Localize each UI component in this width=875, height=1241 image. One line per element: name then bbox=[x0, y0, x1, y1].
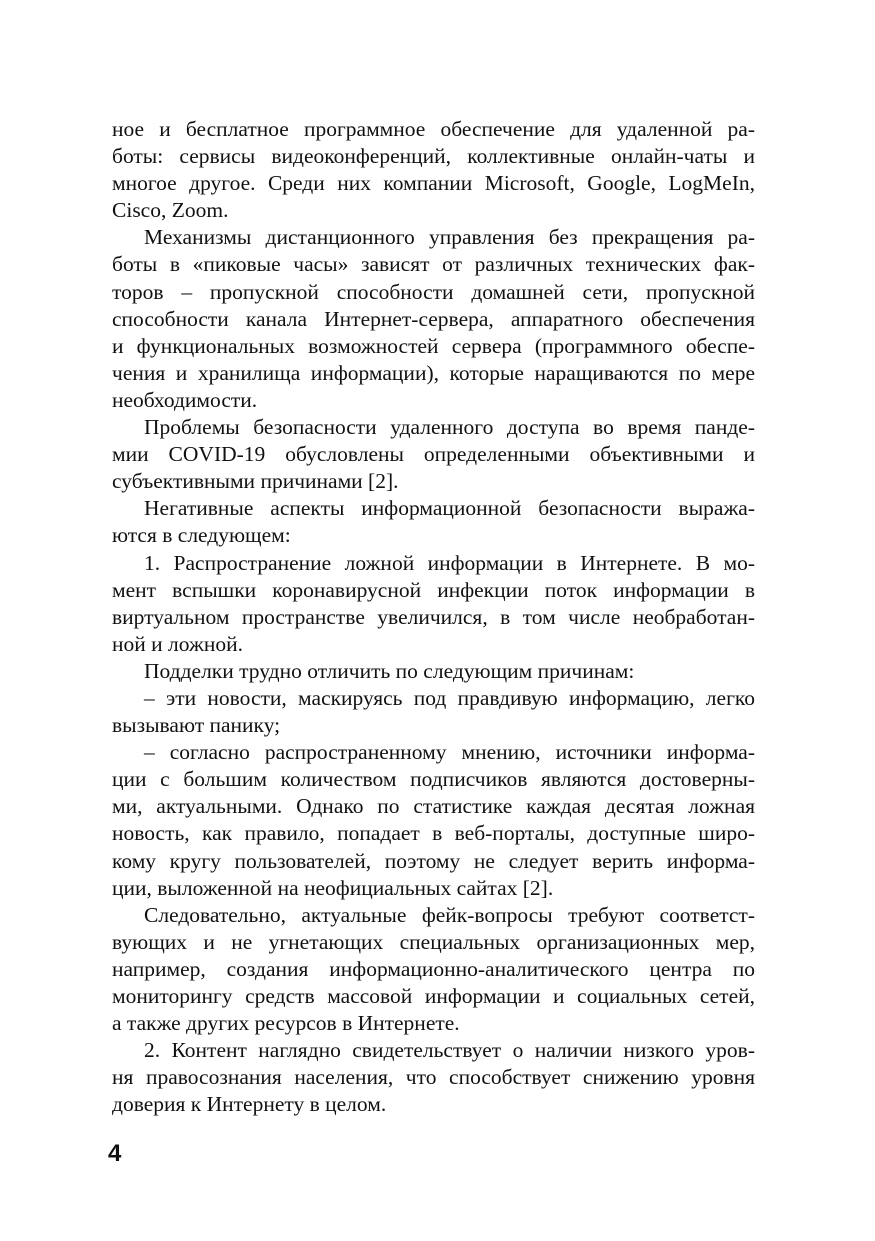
text-line: мониторингу средств массовой информации и социальных сетей, bbox=[112, 984, 755, 1008]
text-line: необходимости. bbox=[112, 387, 258, 412]
text-line: Подделки трудно отличить по следующим причинам: bbox=[144, 658, 635, 683]
text-line: вызывают панику; bbox=[112, 713, 281, 738]
text-line: Проблемы безопасности удаленного доступа во время панде- bbox=[144, 415, 755, 440]
text-line: торов – пропускной способности домашней сети, пропускной bbox=[112, 279, 755, 304]
text-line: Негативные аспекты информационной безопасности выража- bbox=[144, 496, 755, 521]
text-line: – эти новости, маскируясь под правдивую информацию, легко bbox=[144, 685, 755, 710]
text-line: ное и бесплатное программное обеспечение для удаленной ра- bbox=[112, 117, 755, 141]
page-number: 4 bbox=[108, 1140, 122, 1167]
paragraph bbox=[112, 902, 755, 1037]
text-line: многое другое. Среди них компании Microsoft, Google, LogMeIn, bbox=[112, 171, 755, 196]
text-line: 2. Контент наглядно свидетельствует о наличии низкого уров- bbox=[144, 1038, 755, 1063]
text-line: боты в «пиковые часы» зависят от различных технических фак- bbox=[112, 252, 755, 277]
text-line: новость, как правило, попадает в веб-порталы, доступные широ- bbox=[112, 821, 755, 846]
text-line: и функциональных возможностей сервера (программного обеспе- bbox=[112, 333, 755, 358]
text-line: ной и ложной. bbox=[112, 631, 243, 656]
text-line: субъективными причинами [2]. bbox=[112, 469, 399, 494]
text-line: например, создания информационно-аналитического центра по bbox=[112, 956, 755, 981]
text-line: способности канала Интернет-сервера, аппаратного обеспечения bbox=[112, 306, 755, 331]
text-line: боты: сервисы видеоконференций, коллективные онлайн-чаты и bbox=[112, 144, 755, 169]
text-line: виртуальном пространстве увеличился, в том числе необработан- bbox=[112, 604, 755, 629]
text-line: мент вспышки коронавирусной инфекции поток информации в bbox=[112, 577, 755, 602]
text-line: Cisco, Zoom. bbox=[112, 198, 229, 223]
paragraph bbox=[112, 224, 755, 414]
text-line: а также других ресурсов в Интернете. bbox=[112, 1011, 460, 1036]
text-line: ются в следующем: bbox=[112, 523, 291, 548]
paragraph bbox=[112, 414, 755, 495]
paragraph bbox=[112, 658, 755, 685]
text-line: 1. Распространение ложной информации в Интернете. В мо- bbox=[144, 550, 755, 575]
text-line: Механизмы дистанционного управления без прекращения ра- bbox=[144, 225, 755, 250]
paragraph bbox=[112, 116, 755, 224]
text-line: – согласно распространенному мнению, источники информа- bbox=[144, 740, 755, 765]
text-line: ми, актуальными. Однако по статистике каждая десятая ложная bbox=[112, 794, 755, 819]
text-line: доверия к Интернету в целом. bbox=[112, 1092, 387, 1117]
text-line: кому кругу пользователей, поэтому не следует верить информа- bbox=[112, 848, 755, 873]
paragraph bbox=[112, 685, 755, 739]
text-line: вующих и не угнетающих специальных организационных мер, bbox=[112, 929, 755, 954]
text-line: Следовательно, актуальные фейк-вопросы требуют соответст- bbox=[144, 902, 755, 927]
paragraph bbox=[112, 1037, 755, 1118]
text-line: ня правосознания населения, что способствует снижению уровня bbox=[112, 1065, 755, 1090]
paragraph bbox=[112, 739, 755, 902]
text-line: мии COVID-19 обусловлены определенными объективными и bbox=[112, 442, 755, 467]
text-line: чения и хранилища информации), которые наращиваются по мере bbox=[112, 360, 755, 385]
text-line: ции, выложенной на неофициальных сайтах [2]. bbox=[112, 875, 554, 900]
paragraph bbox=[112, 495, 755, 549]
text-line: ции с большим количеством подписчиков являются достоверны- bbox=[112, 767, 755, 792]
paragraph bbox=[112, 550, 755, 658]
body-text bbox=[112, 116, 755, 1118]
